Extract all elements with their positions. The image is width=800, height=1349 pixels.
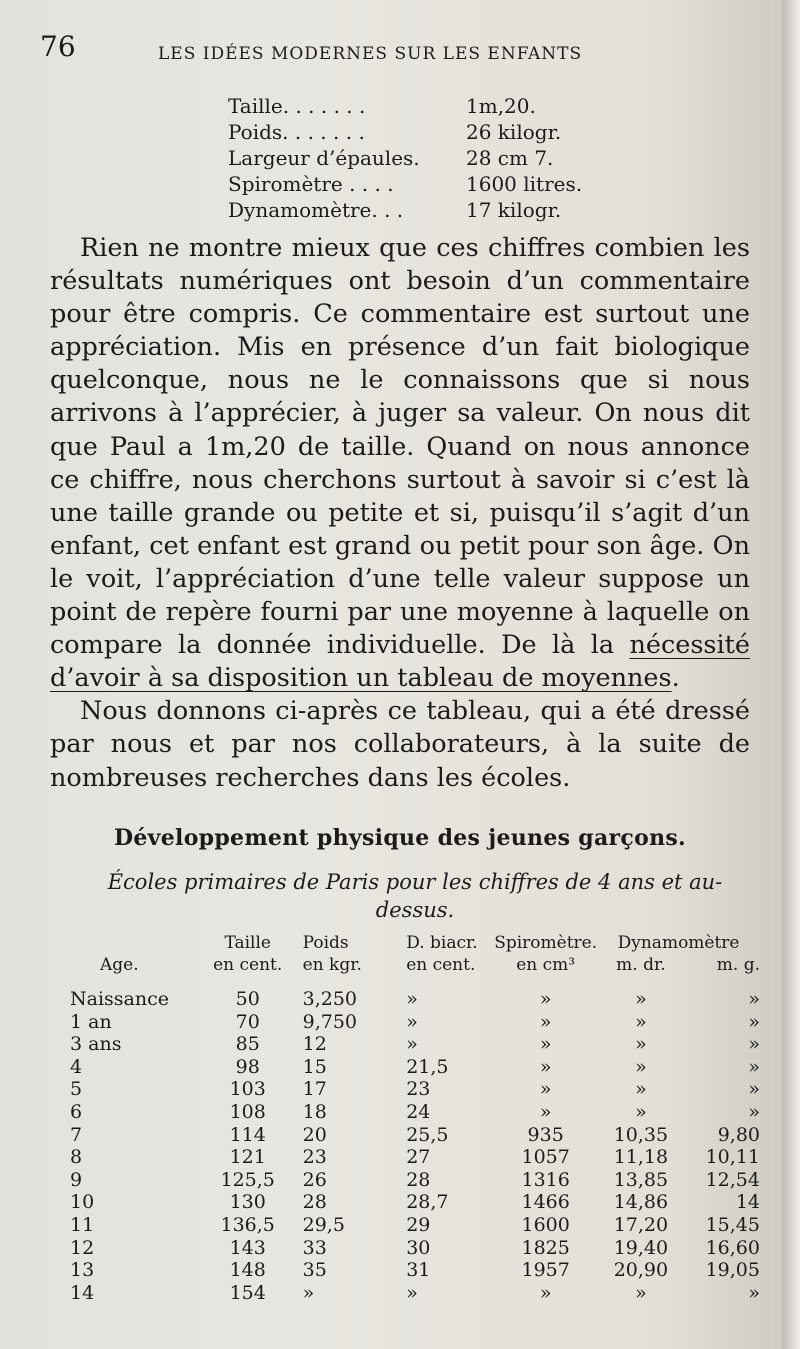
table-row: [60, 1033, 760, 1056]
cell-dyna-right: 13,85: [613, 1168, 669, 1191]
cell-dyna-left: 9,80: [717, 1123, 760, 1146]
cell-biacromial: 23: [406, 1078, 431, 1101]
cell-dyna-right: 20,90: [613, 1259, 669, 1282]
cell-taille: 103: [229, 1078, 266, 1101]
table-row: [60, 1078, 760, 1101]
table-title: Développement physique des jeunes garçons.: [113, 825, 687, 851]
table-row: [60, 1056, 760, 1079]
cell-dyna-right: 10,35: [613, 1123, 669, 1146]
cell-taille: 98: [235, 1055, 260, 1078]
cell-age: 1 an: [70, 1010, 112, 1033]
cell-age: Naissance: [70, 988, 169, 1010]
cell-dyna-right: »: [635, 1100, 647, 1123]
measurement-value: 26 kilogr.: [466, 120, 562, 144]
cell-taille: 121: [229, 1146, 266, 1169]
cell-dyna-right: »: [635, 1010, 647, 1033]
cell-taille: 70: [235, 1010, 260, 1033]
cell-biacromial: 29: [406, 1213, 431, 1236]
cell-poids: 20: [302, 1123, 327, 1146]
cell-poids: 35: [302, 1259, 327, 1282]
cell-taille: 50: [235, 988, 260, 1010]
page-number: 76: [40, 30, 76, 63]
header-blank: [60, 932, 207, 954]
measurement-label: Taille. . . . . . .: [228, 94, 366, 118]
measurement-label: Poids. . . . . . .: [228, 120, 365, 144]
table-row: [60, 1011, 760, 1034]
cell-spirometre: 935: [527, 1123, 564, 1146]
cell-age: 14: [70, 1281, 95, 1304]
measurement-label: Spiromètre . . . .: [228, 172, 394, 196]
measurement-row: [228, 145, 582, 171]
cell-poids: 33: [302, 1236, 327, 1259]
cell-dyna-right: »: [635, 1281, 647, 1304]
cell-age: 10: [70, 1191, 95, 1214]
measurement-row: [228, 171, 582, 197]
cell-dyna-left: »: [748, 1033, 760, 1056]
cell-dyna-left: »: [748, 1078, 760, 1101]
cell-taille: 148: [229, 1259, 266, 1282]
cell-taille: 85: [235, 1033, 260, 1056]
cell-taille: 143: [229, 1236, 266, 1259]
header-spiro-unit: en cm³: [516, 955, 576, 975]
page-edge: [782, 0, 800, 1349]
cell-dyna-left: »: [748, 1010, 760, 1033]
header-taille-unit: en cent.: [213, 955, 283, 975]
cell-taille: 114: [229, 1123, 266, 1146]
cell-dyna-left: 10,11: [705, 1146, 760, 1169]
cell-dyna-right: 11,18: [613, 1146, 669, 1169]
header-biacr: D. biacr.: [406, 933, 478, 953]
table-row: [60, 1282, 760, 1305]
table-row: [60, 1191, 760, 1214]
cell-age: 12: [70, 1236, 95, 1259]
cell-spirometre: 1057: [521, 1146, 570, 1169]
cell-dyna-left: »: [748, 1055, 760, 1078]
cell-poids: 15: [302, 1055, 327, 1078]
cell-poids: »: [302, 1281, 315, 1304]
cell-taille: 108: [229, 1100, 266, 1123]
table-row: [60, 1259, 760, 1282]
paragraph-1: [50, 232, 750, 695]
table-subheader-row: [60, 954, 760, 988]
measurement-value: 17 kilogr.: [466, 198, 562, 222]
cell-dyna-right: »: [635, 988, 647, 1010]
measurement-label: Largeur d’épaules.: [228, 146, 420, 170]
header-poids-unit: en kgr.: [302, 955, 362, 975]
table-row: [60, 1237, 760, 1260]
cell-spirometre: »: [539, 988, 552, 1010]
cell-age: 9: [70, 1168, 83, 1191]
cell-dyna-left: 15,45: [705, 1213, 760, 1236]
underlined-phrase: nécessité d’avoir à sa disposition un tableau de moyennes: [50, 630, 750, 694]
measurement-row: [228, 119, 582, 145]
cell-spirometre: »: [539, 1078, 552, 1101]
header-dynamometre: Dynamomètre: [617, 933, 740, 953]
cell-spirometre: »: [539, 1100, 552, 1123]
cell-taille: 125,5: [220, 1168, 275, 1191]
header-dyna-left: m. g.: [716, 955, 760, 975]
cell-biacromial: 24: [406, 1100, 431, 1123]
cell-spirometre: 1957: [521, 1259, 570, 1282]
cell-taille: 154: [229, 1281, 266, 1304]
cell-dyna-left: 14: [735, 1191, 760, 1214]
development-table: [60, 932, 760, 1304]
cell-age: 6: [70, 1100, 83, 1123]
table-row: [60, 1169, 760, 1192]
cell-age: 11: [70, 1213, 95, 1236]
cell-poids: 18: [302, 1100, 327, 1123]
measurement-value: 1m,20.: [466, 94, 536, 118]
cell-spirometre: 1825: [521, 1236, 570, 1259]
cell-age: 8: [70, 1146, 83, 1169]
cell-poids: 28: [302, 1191, 327, 1214]
paragraph-2: Nous donnons ci-après ce tableau, qui a été dressé par nous et par nos collaborateurs, à la suite de nombreuses recherches dans les écoles.: [50, 696, 750, 793]
table-row: [60, 988, 760, 1011]
paragraph-1-end: .: [671, 663, 680, 694]
body-text: [50, 232, 750, 795]
cell-biacromial: 31: [406, 1259, 431, 1282]
cell-poids: 29,5: [302, 1213, 345, 1236]
header-poids: Poids: [302, 933, 349, 953]
header-dyna-right: m. dr.: [616, 955, 666, 975]
cell-dyna-right: 17,20: [613, 1213, 669, 1236]
cell-age: 3 ans: [70, 1033, 122, 1056]
cell-spirometre: 1600: [521, 1213, 570, 1236]
cell-poids: 26: [302, 1168, 327, 1191]
cell-biacromial: »: [406, 1281, 418, 1304]
cell-biacromial: »: [406, 1033, 418, 1056]
cell-biacromial: 28: [406, 1168, 431, 1191]
cell-dyna-left: »: [748, 1100, 760, 1123]
cell-spirometre: »: [539, 1033, 552, 1056]
table-row: [60, 1214, 760, 1237]
cell-biacromial: »: [406, 988, 418, 1010]
cell-dyna-right: 14,86: [613, 1191, 669, 1214]
measurements-list: [228, 93, 582, 223]
measurement-value: 28 cm 7.: [466, 146, 554, 170]
cell-biacromial: »: [406, 1010, 418, 1033]
cell-spirometre: »: [539, 1010, 552, 1033]
cell-poids: 12: [302, 1033, 327, 1056]
cell-spirometre: »: [539, 1055, 552, 1078]
cell-biacromial: 21,5: [406, 1055, 449, 1078]
measurement-row: [228, 197, 582, 223]
cell-biacromial: 27: [406, 1146, 431, 1169]
page-header: [40, 30, 760, 70]
cell-poids: 9,750: [302, 1010, 358, 1033]
cell-dyna-left: »: [748, 988, 760, 1010]
cell-biacromial: 25,5: [406, 1123, 449, 1146]
cell-spirometre: »: [539, 1281, 552, 1304]
header-biacr-unit: en cent.: [406, 955, 476, 975]
table-row: [60, 1146, 760, 1169]
table-subtitle: Écoles primaires de Paris pour les chiffres de 4 ans et au-dessus.: [107, 870, 723, 922]
measurement-value: 1600 litres.: [466, 172, 583, 196]
cell-age: 7: [70, 1123, 83, 1146]
cell-poids: 23: [302, 1146, 327, 1169]
cell-spirometre: 1316: [521, 1168, 570, 1191]
table-row: [60, 1124, 760, 1147]
cell-dyna-left: »: [748, 1281, 760, 1304]
cell-age: 13: [70, 1259, 95, 1282]
measurement-row: [228, 93, 582, 119]
cell-dyna-right: »: [635, 1078, 647, 1101]
header-age: Age.: [100, 955, 139, 975]
cell-age: 4: [70, 1055, 83, 1078]
table-row: [60, 1101, 760, 1124]
table-header-row: [60, 932, 760, 954]
cell-dyna-right: 19,40: [613, 1236, 669, 1259]
cell-spirometre: 1466: [521, 1191, 570, 1214]
cell-taille: 130: [229, 1191, 266, 1214]
cell-biacromial: 28,7: [406, 1191, 449, 1214]
measurement-label: Dynamomètre. . .: [228, 198, 404, 222]
cell-dyna-left: 16,60: [705, 1236, 760, 1259]
header-spiro: Spiromètre.: [494, 933, 598, 953]
table-body: [60, 988, 760, 1304]
running-title: LES IDÉES MODERNES SUR LES ENFANTS: [158, 44, 583, 64]
cell-age: 5: [70, 1078, 83, 1101]
cell-dyna-left: 12,54: [705, 1168, 760, 1191]
header-taille: Taille: [224, 933, 271, 953]
cell-dyna-right: »: [635, 1033, 647, 1056]
cell-poids: 17: [302, 1078, 327, 1101]
cell-taille: 136,5: [220, 1213, 275, 1236]
cell-dyna-left: 19,05: [705, 1259, 760, 1282]
cell-dyna-right: »: [635, 1055, 647, 1078]
cell-poids: 3,250: [302, 988, 358, 1010]
cell-biacromial: 30: [406, 1236, 431, 1259]
paragraph-1-text: Rien ne montre mieux que ces chiffres combien les résultats numériques ont besoin d’un commentaire pour être compris. Ce commentaire est surtout une appréciation. Mis en présence d’un fait biologique quelconque, nous ne le connaissons que si nous arrivons à l’apprécier, à juger sa valeur. On nous dit que Paul a 1m,20 de taille. Quand on nous annonce ce chiffre, nous cherchons surtout à savoir si c’est là une taille grande ou petite et si, puisqu’il s’agit d’un enfant, cet enfant est grand ou petit pour son âge. On le voit, l’appréciation d’une telle valeur suppose un point de repère fourni par une moyenne à laquelle on compare la donnée individuelle. De là la: [50, 233, 750, 661]
